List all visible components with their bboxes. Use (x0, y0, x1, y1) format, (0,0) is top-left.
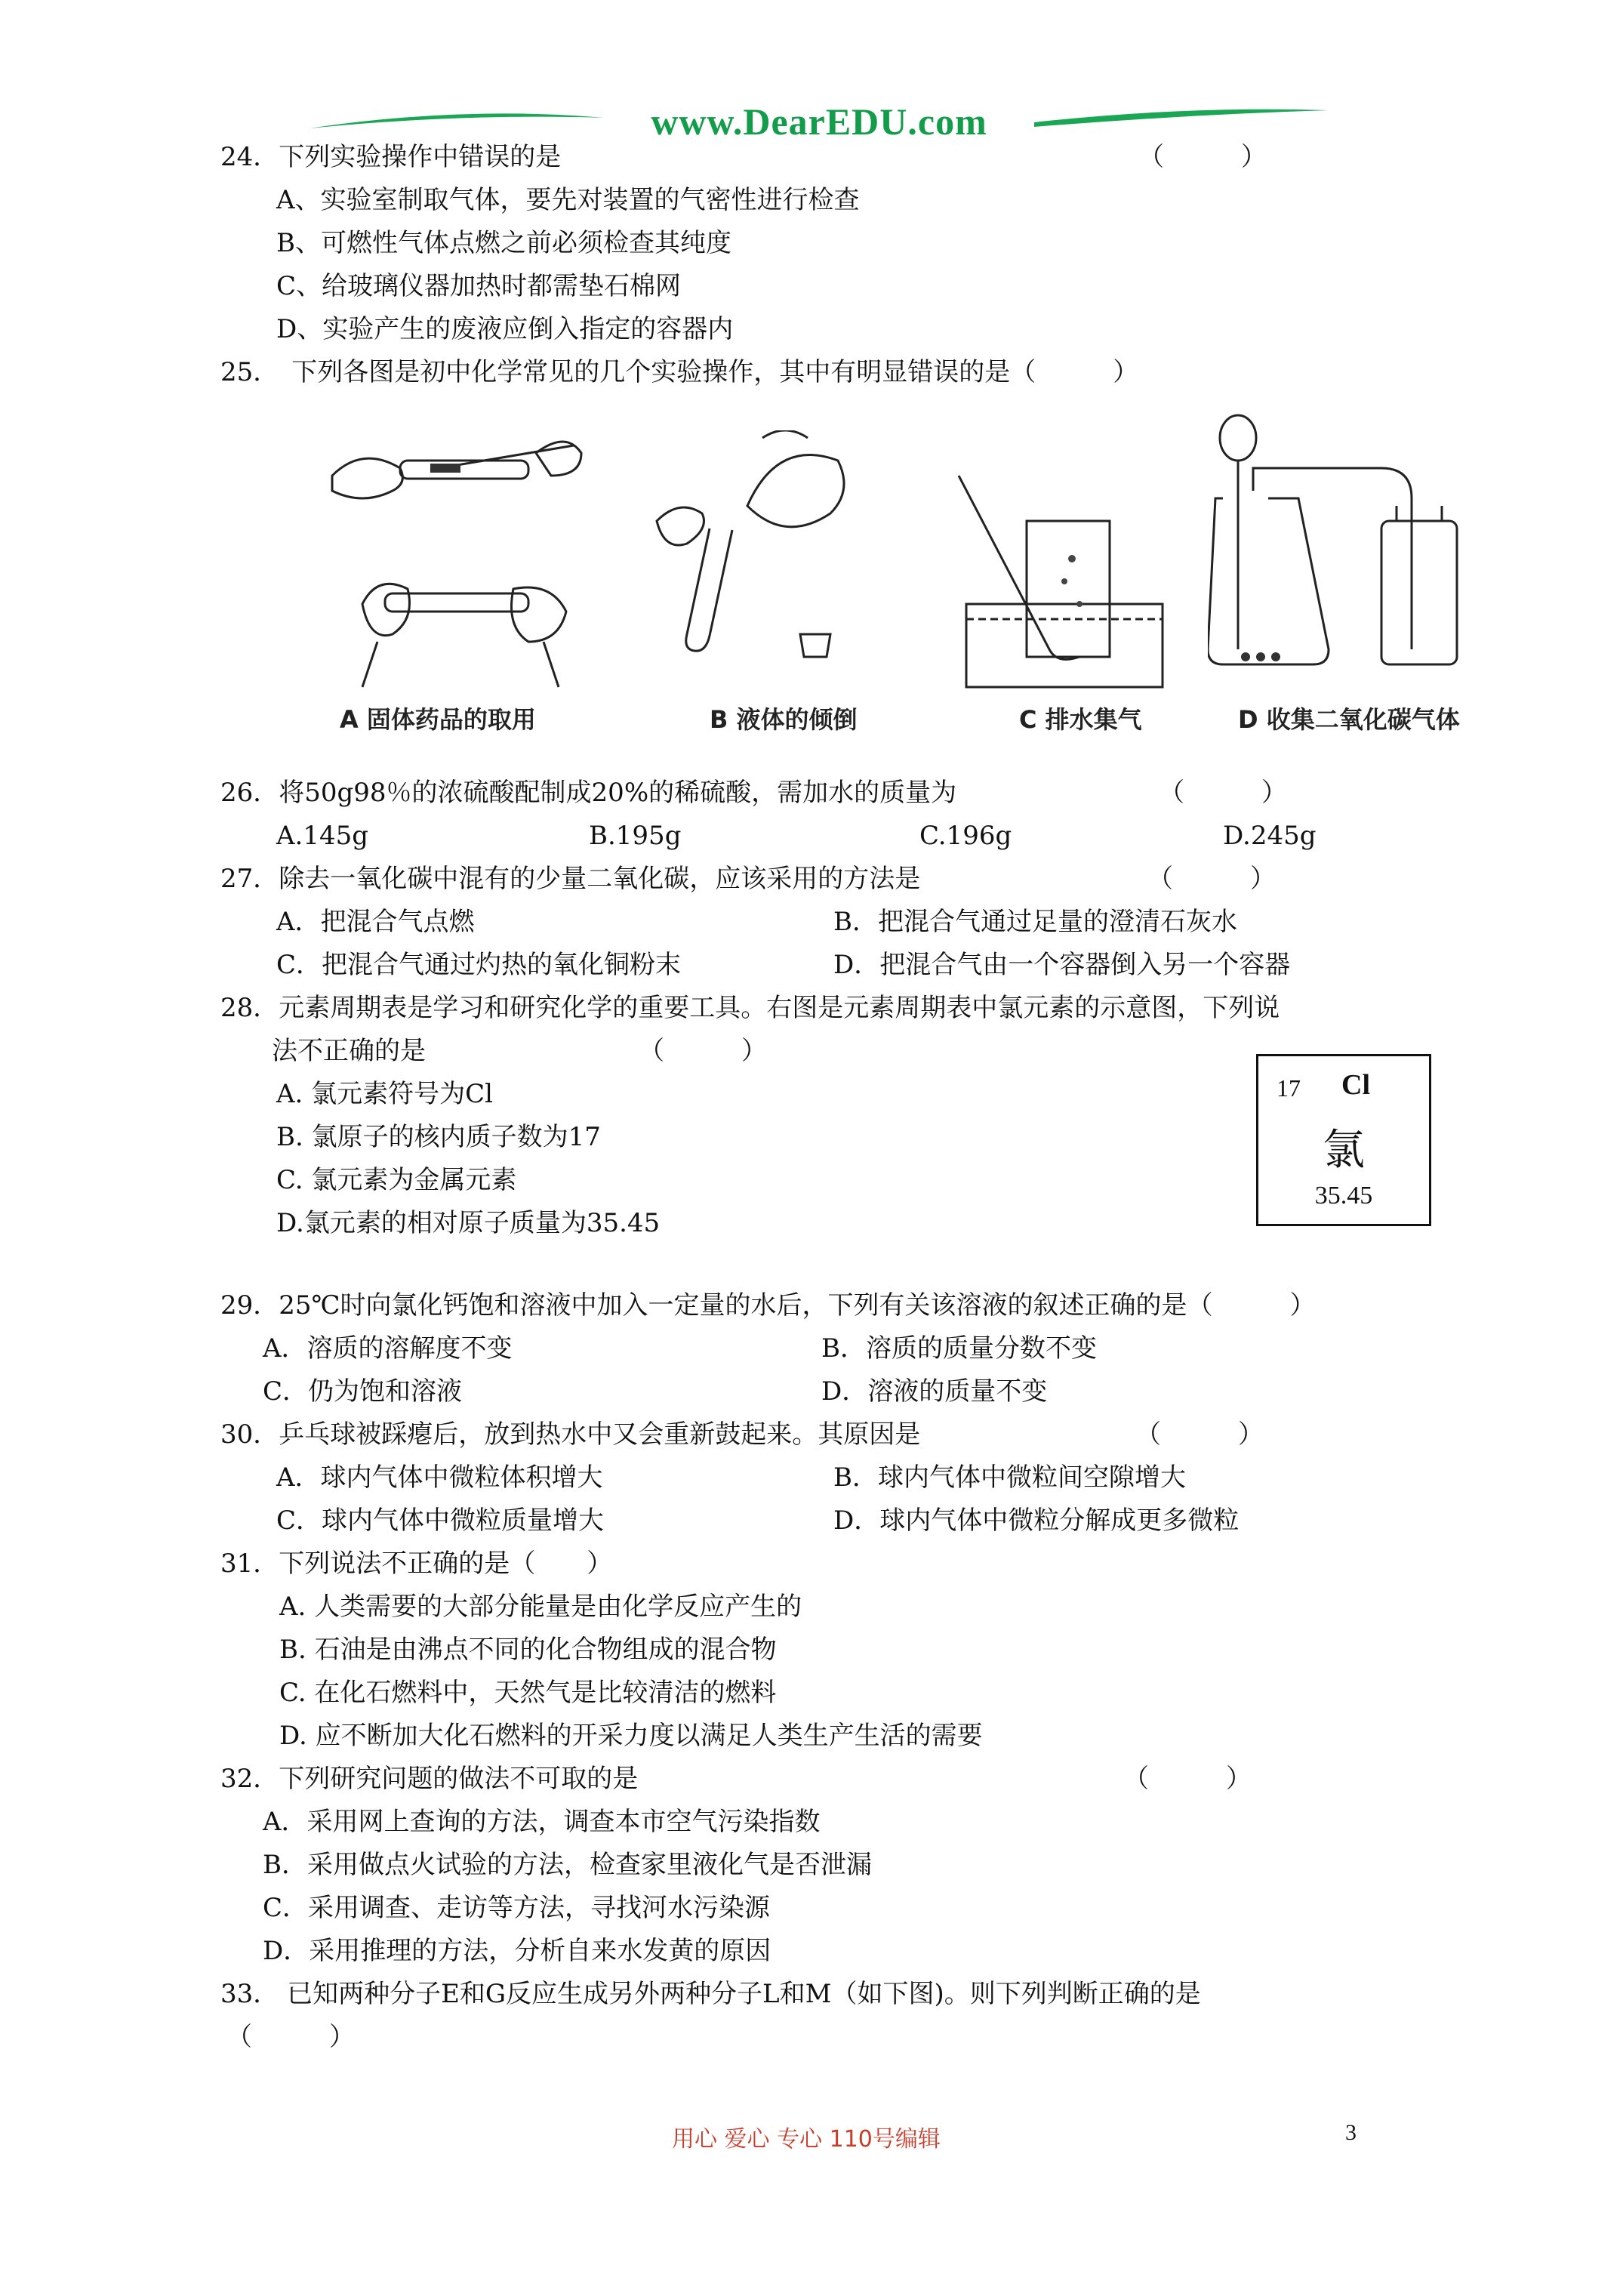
question-29-option-b: B．溶质的质量分数不变 (821, 1333, 1097, 1364)
question-32-stem: 32．下列研究问题的做法不可取的是 (220, 1764, 639, 1794)
question-28-answer-blank: （ ） (639, 1036, 767, 1066)
question-25-stem: 25． 下列各图是初中化学常见的几个实验操作，其中有明显错误的是（ ） (220, 357, 1139, 387)
left-swoosh-decoration (310, 106, 604, 139)
question-32-option-b: B．采用做点火试验的方法，检查家里液化气是否泄漏 (263, 1850, 872, 1880)
question-27-option-a: A．把混合气点燃 (276, 907, 475, 937)
atomic-mass: 35.45 (1314, 1182, 1373, 1210)
question-26-stem: 26．将50g98％的浓硫酸配制成20%的稀硫酸，需加水的质量为 (220, 778, 957, 808)
question-30-option-b: B．球内气体中微粒间空隙增大 (833, 1462, 1186, 1493)
figure-b-liquid-pouring-illustration (642, 430, 868, 687)
question-32-option-d: D．采用推理的方法，分析自来水发黄的原因 (263, 1936, 771, 1966)
question-27-stem: 27．除去一氧化碳中混有的少量二氧化碳，应该采用的方法是 (220, 864, 921, 894)
question-31-option-b: B. 石油是由沸点不同的化合物组成的混合物 (279, 1635, 777, 1665)
question-30-option-d: D．球内气体中微粒分解成更多微粒 (833, 1505, 1240, 1536)
question-24-stem: 24．下列实验操作中错误的是 (220, 142, 562, 172)
figure-b-caption: B 液体的倾倒 (710, 705, 858, 734)
atomic-number: 17 (1277, 1074, 1301, 1102)
chlorine-periodic-table-cell (1256, 1054, 1431, 1226)
question-28-stem-continued: 法不正确的是 (272, 1036, 426, 1066)
figure-a-solid-reagent-illustration (317, 415, 589, 695)
question-24-option-b: B、可燃性气体点燃之前必须检查其纯度 (276, 228, 731, 258)
question-28-stem: 28．元素周期表是学习和研究化学的重要工具。右图是元素周期表中氯元素的示意图，下列说 (220, 993, 1280, 1023)
question-28-option-a: A. 氯元素符号为Cl (276, 1079, 494, 1109)
question-26-option-d: D.245g (1223, 821, 1317, 851)
question-29-option-c: C．仍为饱和溶液 (263, 1376, 463, 1407)
question-29-option-a: A．溶质的溶解度不变 (263, 1333, 513, 1364)
question-30-option-a: A．球内气体中微粒体积增大 (276, 1462, 603, 1493)
question-24-answer-blank: （ ） (1138, 142, 1267, 172)
question-33-stem: 33． 已知两种分子E和G反应生成另外两种分子L和M（如下图)。则下列判断正确的是 (220, 1979, 1201, 2009)
question-32-option-c: C．采用调查、走访等方法，寻找河水污染源 (263, 1893, 771, 1923)
experiment-figure (310, 408, 1472, 740)
figure-a-caption: A 固体药品的取用 (340, 705, 536, 734)
question-31-option-c: C. 在化石燃料中，天然气是比较清洁的燃料 (279, 1678, 777, 1708)
question-26-option-a: A.145g (276, 821, 369, 851)
page-number: 3 (1345, 2120, 1357, 2145)
figure-c-caption: C 排水集气 (1019, 705, 1142, 734)
figure-c-water-displacement-illustration (951, 468, 1178, 695)
question-33-answer-blank: （ ） (226, 2022, 355, 2052)
question-30-option-c: C．球内气体中微粒质量增大 (276, 1505, 605, 1536)
question-26-option-c: C.196g (919, 821, 1012, 851)
question-24-option-d: D、实验产生的废液应倒入指定的容器内 (276, 314, 734, 344)
question-31-option-a: A. 人类需要的大部分能量是由化学反应产生的 (279, 1592, 802, 1622)
element-symbol: Cl (1341, 1069, 1370, 1101)
question-28-option-d: D.氯元素的相对原子质量为35.45 (276, 1208, 661, 1238)
question-28-option-c: C. 氯元素为金属元素 (276, 1165, 517, 1195)
question-27-option-c: C．把混合气通过灼热的氧化铜粉末 (276, 950, 682, 980)
question-26-option-b: B.195g (589, 821, 682, 851)
right-swoosh-decoration (1034, 106, 1329, 139)
question-30-stem: 30．乒乓球被踩瘪后，放到热水中又会重新鼓起来。其原因是 (220, 1419, 921, 1450)
question-32-option-a: A．采用网上查询的方法，调查本市空气污染指数 (263, 1807, 821, 1837)
question-27-answer-blank: （ ） (1147, 864, 1276, 894)
footer-editor-note: 用心 爱心 专心 110号编辑 (672, 2126, 941, 2153)
question-27-option-d: D．把混合气由一个容器倒入另一个容器 (833, 950, 1291, 980)
question-32-answer-blank: （ ） (1123, 1764, 1252, 1794)
question-24-option-a: A、实验室制取气体，要先对装置的气密性进行检查 (276, 185, 860, 215)
question-24-option-c: C、给玻璃仪器加热时都需垫石棉网 (276, 271, 682, 301)
question-29-stem: 29．25℃时向氯化钙饱和溶液中加入一定量的水后，下列有关该溶液的叙述正确的是（ ） (220, 1290, 1316, 1321)
question-29-option-d: D．溶液的质量不变 (821, 1376, 1048, 1407)
brand-logo: www.DearEDU.com (651, 100, 987, 143)
question-28-option-b: B. 氯原子的核内质子数为17 (276, 1122, 601, 1152)
figure-d-caption: D 收集二氧化碳气体 (1238, 705, 1460, 734)
question-30-answer-blank: （ ） (1135, 1419, 1264, 1450)
question-26-answer-blank: （ ） (1159, 778, 1287, 808)
question-27-option-b: B．把混合气通过足量的澄清石灰水 (833, 907, 1237, 937)
question-31-stem: 31．下列说法不正确的是（ ） (220, 1549, 613, 1579)
figure-d-co2-collection-illustration (1208, 408, 1472, 695)
element-name: 氯 (1323, 1126, 1365, 1175)
question-31-option-d: D. 应不断加大化石燃料的开采力度以满足人类生产生活的需要 (279, 1721, 983, 1751)
